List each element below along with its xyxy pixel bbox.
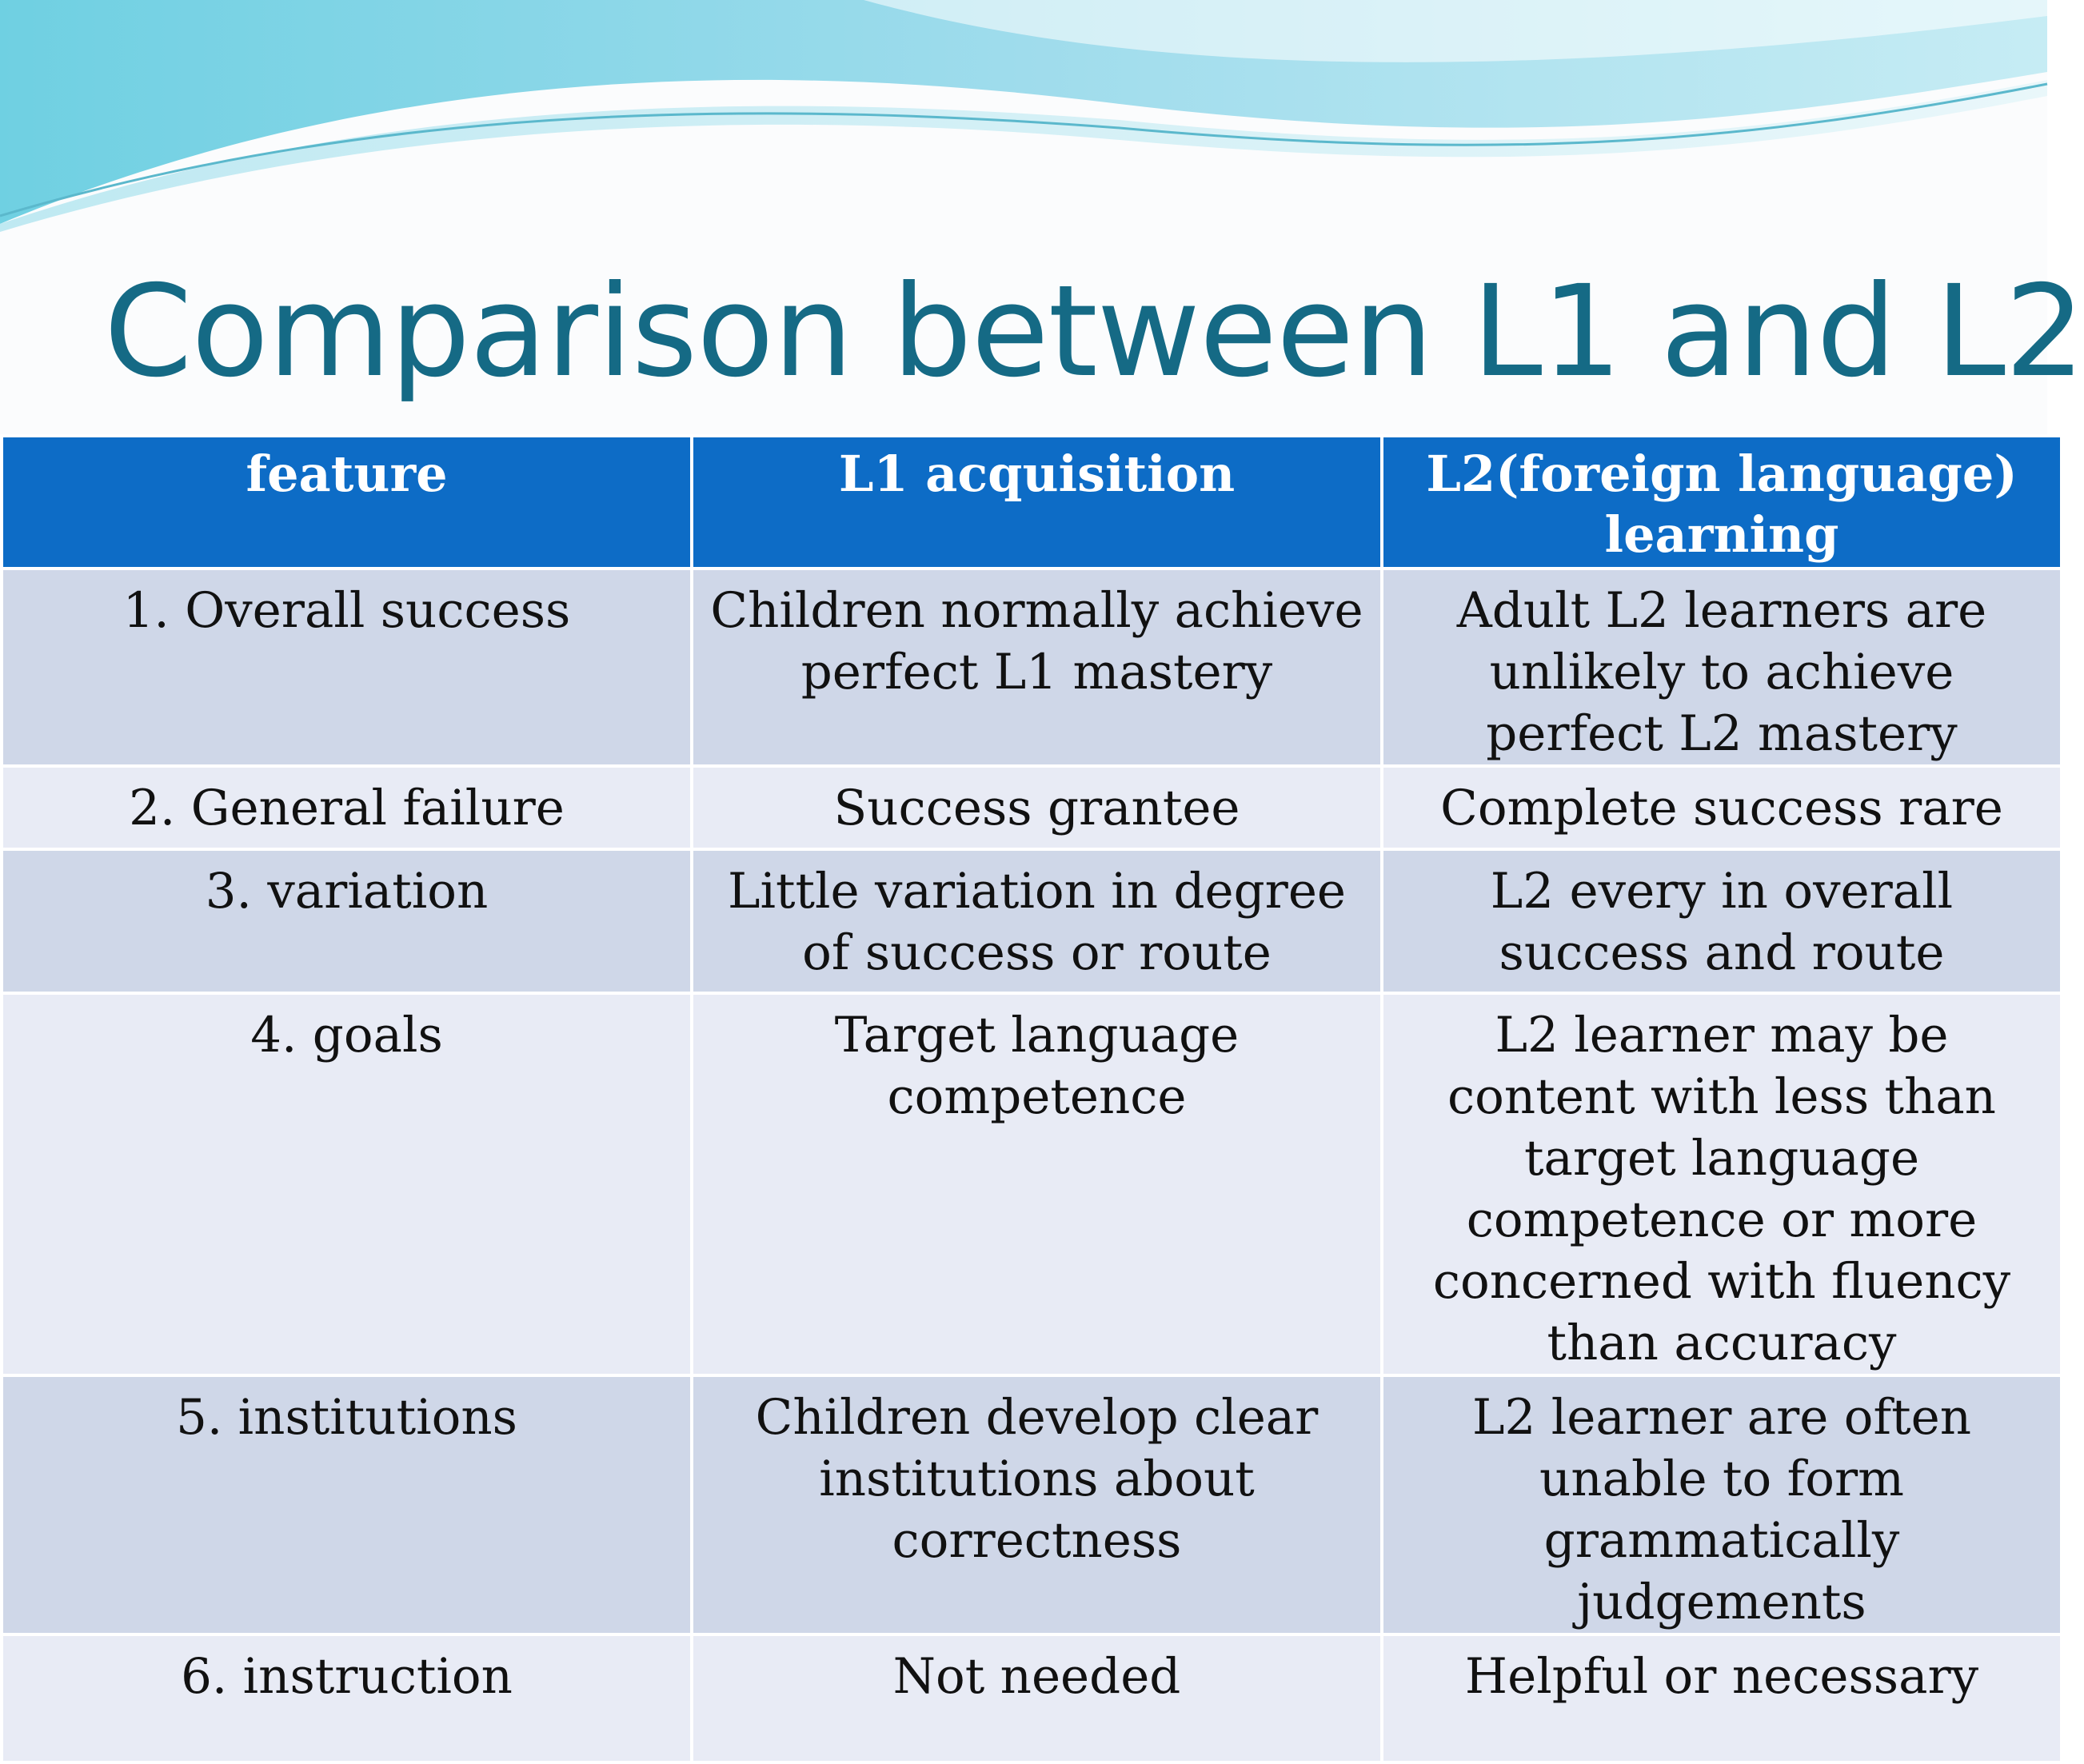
l2-cell: Helpful or necessary <box>1382 1634 2062 1762</box>
table-row <box>2 766 2062 849</box>
header-l1-acquisition: L1 acquisition <box>692 436 1382 569</box>
table-row <box>2 1634 2062 1762</box>
l2-cell: Complete success rare <box>1382 766 2062 849</box>
l2-cell: L2 learner are often unable to form grammatically judgements <box>1382 1375 2062 1634</box>
table-row <box>2 993 2062 1375</box>
slide-title: Comparison between L1 and L2 <box>104 258 2084 405</box>
feature-cell: 3. variation <box>2 849 692 993</box>
decorative-wave-banner <box>0 0 2047 240</box>
header-l2-learning: L2(foreign language) learning <box>1382 436 2062 569</box>
feature-cell: 2. General failure <box>2 766 692 849</box>
l1-cell: Children develop clear institutions about correctness <box>692 1375 1382 1634</box>
l1-cell: Children normally achieve perfect L1 mastery <box>692 569 1382 766</box>
l1-cell: Not needed <box>692 1634 1382 1762</box>
feature-cell: 1. Overall success <box>2 569 692 766</box>
table-header-row <box>2 436 2062 569</box>
feature-cell: 5. institutions <box>2 1375 692 1634</box>
table-row <box>2 849 2062 993</box>
comparison-table <box>0 434 2063 1764</box>
l2-cell: L2 learner may be content with less than target language competence or more concerned with fluency than accuracy <box>1382 993 2062 1375</box>
feature-cell: 4. goals <box>2 993 692 1375</box>
l2-cell: L2 every in overall success and route <box>1382 849 2062 993</box>
feature-cell: 6. instruction <box>2 1634 692 1762</box>
table-row <box>2 569 2062 766</box>
l1-cell: Success grantee <box>692 766 1382 849</box>
l1-cell: Little variation in degree of success or route <box>692 849 1382 993</box>
header-feature: feature <box>2 436 692 569</box>
l2-cell: Adult L2 learners are unlikely to achieve perfect L2 mastery <box>1382 569 2062 766</box>
table-row <box>2 1375 2062 1634</box>
l1-cell: Target language competence <box>692 993 1382 1375</box>
